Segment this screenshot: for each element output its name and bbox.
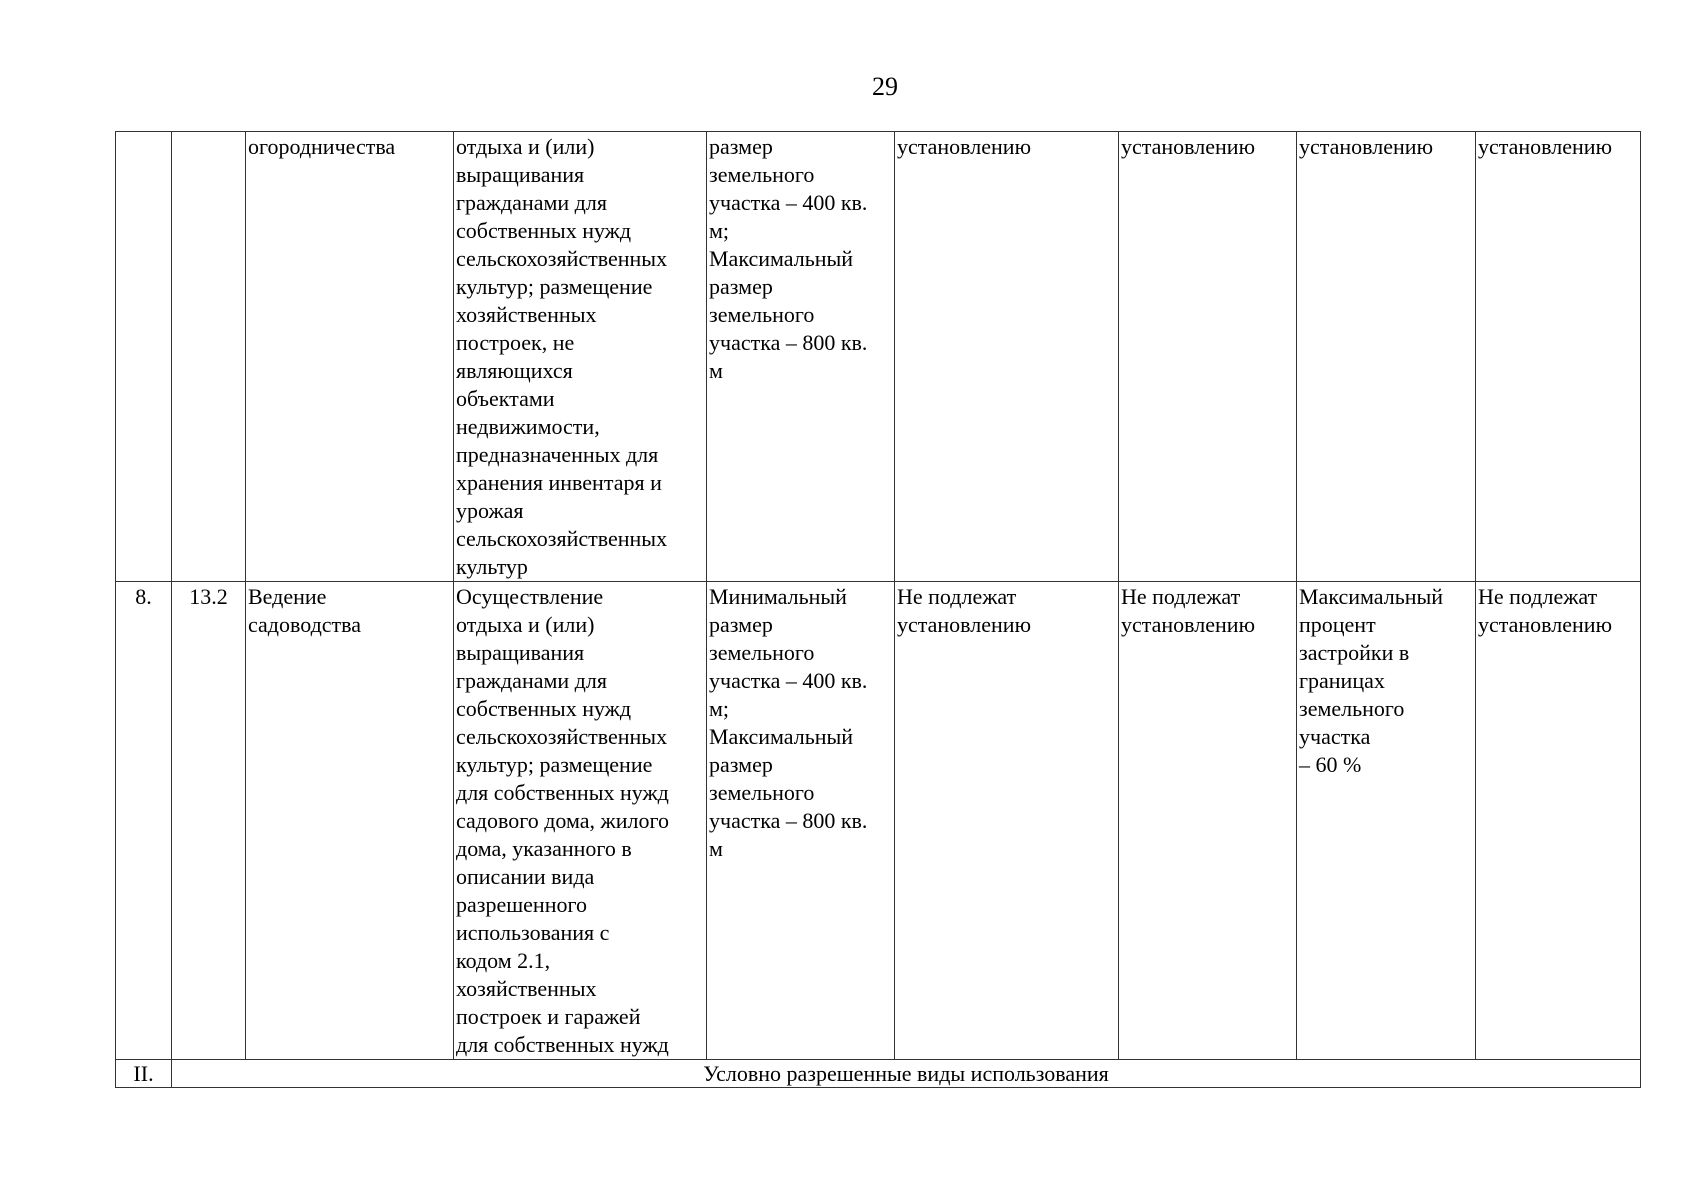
page-number: 29 bbox=[872, 72, 898, 101]
row-number-cell: 8. bbox=[116, 582, 172, 1060]
table-row bbox=[116, 582, 1641, 1060]
use-description-cell: отдыха и (или) выращивания гражданами для собственных нужд сельскохозяйственных культур; размещение хозяйственных построек, не являющихся объектами недвижимости, предназначенных для хранения инвентаря и урожая сельскохозяйственных культур bbox=[454, 132, 707, 582]
parameter-cell: Максимальный процент застройки в границах земельного участка – 60 % bbox=[1297, 582, 1476, 1060]
plot-size-cell: размер земельного участка – 400 кв. м; Максимальный размер земельного участка – 800 кв. м bbox=[707, 132, 895, 582]
section-row bbox=[116, 1060, 1641, 1088]
use-name-cell: Ведение садоводства bbox=[246, 582, 454, 1060]
parameter-cell: Не подлежат установлению bbox=[1476, 582, 1641, 1060]
use-code-cell bbox=[172, 132, 246, 582]
parameter-cell: установлению bbox=[1297, 132, 1476, 582]
plot-size-cell: Минимальный размер земельного участка – 400 кв. м; Максимальный размер земельного участка – 800 кв. м bbox=[707, 582, 895, 1060]
parameter-cell: установлению bbox=[895, 132, 1119, 582]
use-name-cell: огородничества bbox=[246, 132, 454, 582]
parameter-cell: Не подлежат установлению bbox=[895, 582, 1119, 1060]
parameter-cell: Не подлежат установлению bbox=[1119, 582, 1297, 1060]
section-title-cell: Условно разрешенные виды использования bbox=[172, 1060, 1641, 1088]
use-code-cell: 13.2 bbox=[172, 582, 246, 1060]
section-number-cell: II. bbox=[116, 1060, 172, 1088]
parameter-cell: установлению bbox=[1476, 132, 1641, 582]
table-row bbox=[116, 132, 1641, 582]
parameter-cell: установлению bbox=[1119, 132, 1297, 582]
row-number-cell bbox=[116, 132, 172, 582]
use-description-cell: Осуществление отдыха и (или) выращивания гражданами для собственных нужд сельскохозяйственных культур; размещение для собственных нужд садового дома, жилого дома, указанного в описании вида разрешенного использования с кодом 2.1, хозяйственных построек и гаражей для собственных нужд bbox=[454, 582, 707, 1060]
regulations-table bbox=[115, 131, 1641, 1088]
